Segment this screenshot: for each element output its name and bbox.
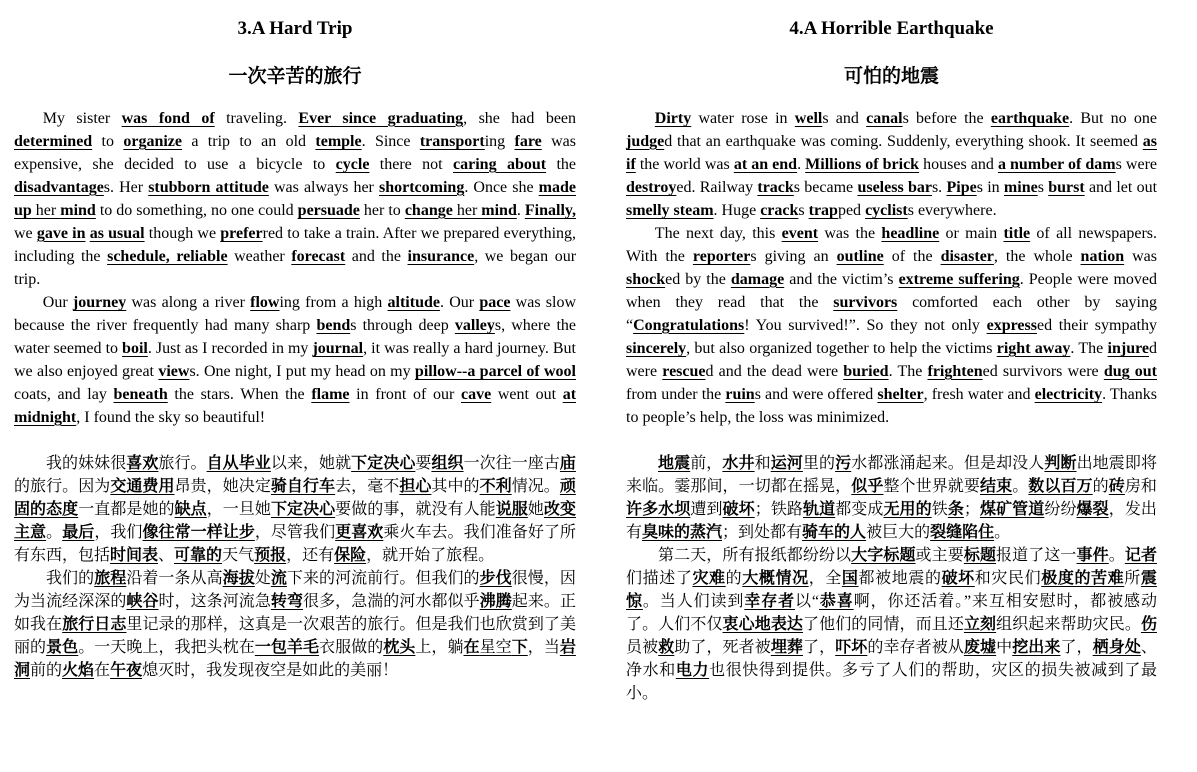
vocabulary-keyword: 步伐 xyxy=(479,570,512,587)
vocabulary-keyword: frighten xyxy=(927,363,983,380)
vocabulary-keyword: 预报 xyxy=(254,547,287,564)
vocabulary-keyword: 极度的苦难 xyxy=(1041,570,1125,587)
vocabulary-keyword: persuade xyxy=(297,202,360,219)
vocabulary-keyword: disadvantage xyxy=(14,179,104,196)
vocabulary-keyword: destroy xyxy=(626,179,677,196)
vocabulary-keyword: 栖身处 xyxy=(1092,639,1141,656)
vocabulary-keyword: 结束 xyxy=(980,478,1013,495)
vocabulary-keyword: at an end xyxy=(733,156,798,173)
vocabulary-keyword: dug out xyxy=(1103,363,1157,380)
vocabulary-keyword: 缺点 xyxy=(174,501,207,518)
vocabulary-keyword: 运河 xyxy=(770,455,803,472)
vocabulary-keyword: 震惊 xyxy=(626,570,1157,610)
vocabulary-keyword: 轨道 xyxy=(803,501,836,518)
paragraph-zh: 我们的旅程沿着一条从高海拔处流下来的河流前行。但我们的步伐很慢，因为当流经深深的峡谷时，这条河流急转弯很多，急湍的河水都似乎沸腾起来。正如我在旅行日志里记录的那样，这真是一次艰苦的旅行。但是我们也欣赏到了美丽的景色。一天晚上，我把头枕在一包羊毛衣服做的枕头上，躺在星空下，当岩洞前的火焰在午夜熄灭时，我发现夜空是如此的美丽！ xyxy=(14,570,576,679)
vocabulary-keyword: 记者 xyxy=(1124,547,1157,564)
passage-column-hard-trip xyxy=(14,12,576,705)
vocabulary-keyword: 煤矿管道 xyxy=(979,501,1045,518)
vocabulary-keyword: trap xyxy=(808,202,838,219)
vocabulary-keyword: 救 xyxy=(658,639,675,656)
vocabulary-keyword: Congratulations xyxy=(633,317,745,334)
vocabulary-keyword: 沸腾 xyxy=(479,593,512,610)
vocabulary-keyword: 幸存者 xyxy=(744,593,795,610)
vocabulary-keyword: injure xyxy=(1107,340,1149,357)
vocabulary-keyword: 挖出来 xyxy=(1012,639,1061,656)
vocabulary-keyword: judge xyxy=(626,133,665,150)
vocabulary-keyword: 最后 xyxy=(62,524,95,541)
vocabulary-keyword: 国 xyxy=(841,570,859,587)
vocabulary-keyword: 判断 xyxy=(1044,455,1077,472)
vocabulary-keyword: 火焰 xyxy=(62,662,95,679)
vocabulary-keyword: 一包羊毛 xyxy=(254,639,320,656)
vocabulary-keyword: 下 xyxy=(511,639,528,656)
vocabulary-keyword: track xyxy=(757,179,794,196)
vocabulary-keyword: 污 xyxy=(835,455,852,472)
vocabulary-keyword: caring about xyxy=(453,156,547,173)
vocabulary-keyword: boil xyxy=(122,340,148,357)
vocabulary-keyword: change xyxy=(404,202,453,219)
vocabulary-keyword: 像往常一样让步 xyxy=(142,524,255,541)
vocabulary-keyword: insurance xyxy=(407,248,475,265)
vocabulary-keyword: a number of dam xyxy=(997,156,1116,173)
vocabulary-keyword: useless bar xyxy=(857,179,932,196)
vocabulary-keyword: 交通费用 xyxy=(110,478,175,495)
vocabulary-keyword: 电力 xyxy=(675,662,710,679)
vocabulary-keyword: 事件 xyxy=(1076,547,1109,564)
vocabulary-keyword: 地震 xyxy=(658,455,691,472)
passage-title-chinese: 一次辛苦的旅行 xyxy=(228,66,362,87)
vocabulary-keyword: 说服 xyxy=(495,501,528,518)
vocabulary-keyword: 午夜 xyxy=(110,662,143,679)
vocabulary-keyword: 旅程 xyxy=(94,570,127,587)
vocabulary-keyword: 似乎 xyxy=(851,478,884,495)
vocabulary-keyword: transport xyxy=(419,133,485,150)
vocabulary-keyword: 衷心地表达 xyxy=(722,616,804,633)
passage-title-chinese: 可怕的地震 xyxy=(843,66,939,87)
vocabulary-keyword: 组织 xyxy=(431,455,464,472)
vocabulary-keyword: smelly steam xyxy=(626,202,714,219)
vocabulary-keyword: 骑自行车 xyxy=(270,478,336,495)
vocabulary-keyword: 许多水坝 xyxy=(626,501,691,518)
vocabulary-keyword: earthquake xyxy=(990,110,1070,127)
vocabulary-keyword: survivors xyxy=(833,294,898,311)
passage-column-horrible-earthquake xyxy=(626,12,1157,705)
vocabulary-keyword: 流 xyxy=(270,570,287,587)
vocabulary-keyword: 海拔 xyxy=(222,570,255,587)
vocabulary-keyword: mind xyxy=(60,202,96,219)
vocabulary-keyword: shock xyxy=(626,271,666,288)
vocabulary-keyword: 担心 xyxy=(399,478,432,495)
vocabulary-keyword: 旅行日志 xyxy=(62,616,127,633)
paragraph-en: Dirty water rose in wells and canals before the earthquake. But no one judged that an earthquake was coming. Suddenly, everything shook. It seemed as if the world was at an end. Millions of brick houses and a number of dams were destroyed. Railway tracks became useless bars. Pipes in mines burst and let out smelly steam. Huge cracks trapped cyclists everywhere. xyxy=(626,110,1158,219)
vocabulary-keyword: 下定决心 xyxy=(351,455,416,472)
underlined-text: her xyxy=(452,202,482,219)
passage-body xyxy=(14,107,576,682)
vocabulary-keyword: 恭喜 xyxy=(819,593,854,610)
vocabulary-keyword: shortcoming xyxy=(378,179,465,196)
paragraph-zh: 第二天，所有报纸都纷纷以大字标题或主要标题报道了这一事件。记者们描述了灾难的大概情况，全国都被地震的破坏和灾民们极度的苦难所震惊。当人们读到幸存者以“恭喜啊，你还活着。”来互相安慰时，都被感动了。人们不仅衷心地表达了他们的同情，而且还立刻组织起来帮助灾民。伤员被救助了，死者被埋葬了，吓坏的幸存者被从废墟中挖出来了，栖身处、净水和电力也很快得到提供。多亏了人们的帮助，灾区的损失被减到了最小。 xyxy=(626,547,1157,702)
vocabulary-keyword: Ever since graduating xyxy=(298,110,464,127)
vocabulary-keyword: damage xyxy=(730,271,785,288)
vocabulary-keyword: event xyxy=(781,225,819,242)
vocabulary-keyword: bend xyxy=(316,317,351,334)
vocabulary-keyword: mind xyxy=(481,202,517,219)
vocabulary-keyword: 伤 xyxy=(1140,616,1157,633)
vocabulary-keyword: stubborn attitude xyxy=(148,179,269,196)
vocabulary-keyword: forecast xyxy=(291,248,346,265)
vocabulary-keyword: 大字标题 xyxy=(851,547,916,564)
vocabulary-keyword: outline xyxy=(836,248,884,265)
vocabulary-keyword: determined xyxy=(14,133,93,150)
paragraph-zh: 我的妹妹很喜欢旅行。自从毕业以来，她就下定决心要组织一次往一座古庙的旅行。因为交通费用昂贵，她决定骑自行车去，毫不担心其中的不利情况。顽固的态度一直都是她的缺点，一旦她下定决心要做的事，就没有人能说服她改变主意。最后，我们像往常一样让步，尽管我们更喜欢乘火车去。我们准备好了所有东西，包括时间表、可靠的天气预报，还有保险，就开始了旅程。 xyxy=(14,455,576,564)
vocabulary-keyword: organize xyxy=(123,133,182,150)
vocabulary-keyword: 立刻 xyxy=(963,616,997,633)
vocabulary-keyword: 大概情况 xyxy=(742,570,809,587)
vocabulary-keyword: Pipe xyxy=(946,179,977,196)
vocabulary-keyword: prefer xyxy=(220,225,263,242)
vocabulary-keyword: pace xyxy=(479,294,511,311)
vocabulary-keyword: nation xyxy=(1080,248,1125,265)
vocabulary-keyword: 破坏 xyxy=(722,501,755,518)
vocabulary-keyword: crack xyxy=(760,202,799,219)
vocabulary-keyword: 可靠的 xyxy=(174,547,223,564)
vocabulary-keyword: cycle xyxy=(335,156,370,173)
vocabulary-keyword: 更喜欢 xyxy=(335,524,384,541)
vocabulary-keyword: 枕头 xyxy=(383,639,416,656)
paragraph-zh: 地震前，水井和运河里的污水都涨涌起来。但是却没人判断出地震即将来临。霎那间，一切都在摇晃，似乎整个世界就要结束。数以百万的砖房和许多水坝遭到破坏；铁路轨道都变成无用的铁条；煤矿管道纷纷爆裂，发出有臭味的蒸汽；到处都有骑车的人被巨大的裂缝陷住。 xyxy=(626,455,1157,541)
vocabulary-keyword: 无用的 xyxy=(883,501,932,518)
vocabulary-keyword: journal xyxy=(312,340,364,357)
vocabulary-keyword: 水井 xyxy=(722,455,755,472)
vocabulary-keyword: 峡谷 xyxy=(126,593,159,610)
vocabulary-keyword: title xyxy=(1003,225,1031,242)
vocabulary-keyword: shelter xyxy=(877,386,924,403)
vocabulary-keyword: 砖 xyxy=(1108,478,1125,495)
vocabulary-keyword: altitude xyxy=(387,294,440,311)
vocabulary-keyword: express xyxy=(986,317,1037,334)
passage-title-english: 3.A Hard Trip xyxy=(237,18,353,39)
vocabulary-keyword: beneath xyxy=(113,386,168,403)
underlined-text: her xyxy=(31,202,61,219)
vocabulary-keyword: as usual xyxy=(89,225,145,242)
vocabulary-keyword: Millions of brick xyxy=(805,156,920,173)
vocabulary-keyword: headline xyxy=(881,225,940,242)
vocabulary-keyword: 骑车的人 xyxy=(802,524,867,541)
vocabulary-keyword: as if xyxy=(626,133,1157,173)
vocabulary-keyword: 下定决心 xyxy=(270,501,336,518)
vocabulary-keyword: 标题 xyxy=(963,547,997,564)
paragraph-en: The next day, this event was the headline or main title of all newspapers. With the reporters giving an outline of the disaster, the whole nation was shocked by the damage and the victim’s extreme suffering. People were moved when they read that the survivors comforted each other by saying “Congratulations! You survived!”. So they not only expressed their sympathy sincerely, but also organized together to help the victims right away. The injured were rescued and the dead were buried. The frightened survivors were dug out from under the ruins and were offered shelter, fresh water and electricity. Thanks to people’s help, the loss was minimized. xyxy=(626,225,1158,426)
vocabulary-keyword: journey xyxy=(72,294,127,311)
vocabulary-keyword: canal xyxy=(866,110,903,127)
vocabulary-keyword: 爆裂 xyxy=(1076,501,1109,518)
paragraph-en: My sister was fond of traveling. Ever since graduating, she had been determined to organize a trip to an old temple. Since transporting fare was expensive, she decided to use a bicycle to cycle there not caring about the disadvantages. Her stubborn attitude was always her shortcoming. Once she made up her mind to do something, no one could persuade her to change her mind. Finally, we gave in as usual though we preferred to take a train. After we prepared everything, including the schedule, reliable weather forecast and the insurance, we began our trip. xyxy=(14,110,577,288)
vocabulary-keyword: fare xyxy=(514,133,542,150)
vocabulary-keyword: Dirty xyxy=(654,110,692,127)
vocabulary-keyword: mine xyxy=(1003,179,1038,196)
vocabulary-keyword: 吓坏 xyxy=(835,639,868,656)
vocabulary-keyword: ruin xyxy=(725,386,755,403)
vocabulary-keyword: valley xyxy=(454,317,495,334)
vocabulary-keyword: flame xyxy=(311,386,350,403)
vocabulary-keyword: 废墟 xyxy=(963,639,997,656)
vocabulary-keyword: cave xyxy=(460,386,492,403)
vocabulary-keyword: 景色 xyxy=(46,639,79,656)
vocabulary-keyword: extreme suffering xyxy=(898,271,1020,288)
vocabulary-keyword: 裂缝陷住 xyxy=(930,524,995,541)
vocabulary-keyword: 庙 xyxy=(559,455,576,472)
vocabulary-keyword: 灾难 xyxy=(692,570,726,587)
vocabulary-keyword: 条 xyxy=(947,501,964,518)
passage-title-english: 4.A Horrible Earthquake xyxy=(789,18,994,39)
vocabulary-keyword: made up xyxy=(14,179,576,219)
vocabulary-keyword: 埋葬 xyxy=(770,639,803,656)
vocabulary-keyword: well xyxy=(794,110,823,127)
vocabulary-keyword: view xyxy=(158,363,190,380)
vocabulary-keyword: buried xyxy=(843,363,889,380)
passage-body xyxy=(626,107,1157,705)
paragraph-en: Our journey was along a river flowing from a high altitude. Our pace was slow because the river frequently had many sharp bends through deep valleys, where the water seemed to boil. Just as I recorded in my journal, it was really a hard journey. But we also enjoyed great views. One night, I put my head on my pillow--a parcel of wool coats, and lay beneath the stars. When the flame in front of our cave went out at midnight, I found the sky so beautiful! xyxy=(14,294,577,426)
vocabulary-keyword: right away xyxy=(996,340,1071,357)
vocabulary-keyword: 不利 xyxy=(479,478,512,495)
vocabulary-keyword: electricity xyxy=(1034,386,1103,403)
vocabulary-keyword: 数以百万 xyxy=(1028,478,1093,495)
underlined-text: 星空 xyxy=(479,639,512,656)
vocabulary-keyword: 顽固的态度 xyxy=(14,478,576,518)
vocabulary-keyword: schedule, reliable xyxy=(107,248,228,265)
vocabulary-keyword: was fond of xyxy=(121,110,215,127)
vocabulary-keyword: gave in xyxy=(36,225,86,242)
vocabulary-keyword: 岩洞 xyxy=(14,639,576,679)
vocabulary-keyword: 自从毕业 xyxy=(206,455,271,472)
vocabulary-keyword: sincerely xyxy=(626,340,687,357)
vocabulary-keyword: 臭味的蒸汽 xyxy=(642,524,723,541)
vocabulary-keyword: disaster xyxy=(940,248,994,265)
vocabulary-keyword: at midnight xyxy=(14,386,577,426)
vocabulary-keyword: reporter xyxy=(692,248,751,265)
vocabulary-keyword: 在 xyxy=(463,639,480,656)
vocabulary-keyword: 时间表 xyxy=(110,547,159,564)
vocabulary-keyword: 转弯 xyxy=(270,593,304,610)
vocabulary-keyword: pillow--a parcel of wool xyxy=(414,363,577,380)
vocabulary-keyword: cyclist xyxy=(865,202,908,219)
vocabulary-keyword: temple xyxy=(315,133,362,150)
vocabulary-keyword: 喜欢 xyxy=(126,455,159,472)
vocabulary-keyword: 破坏 xyxy=(941,570,975,587)
vocabulary-keyword: Finally, xyxy=(524,202,576,219)
vocabulary-keyword: burst xyxy=(1048,179,1085,196)
vocabulary-keyword: rescue xyxy=(662,363,706,380)
vocabulary-keyword: 改变主意 xyxy=(14,501,576,541)
vocabulary-keyword: flow xyxy=(250,294,280,311)
vocabulary-keyword: 保险 xyxy=(334,547,367,564)
